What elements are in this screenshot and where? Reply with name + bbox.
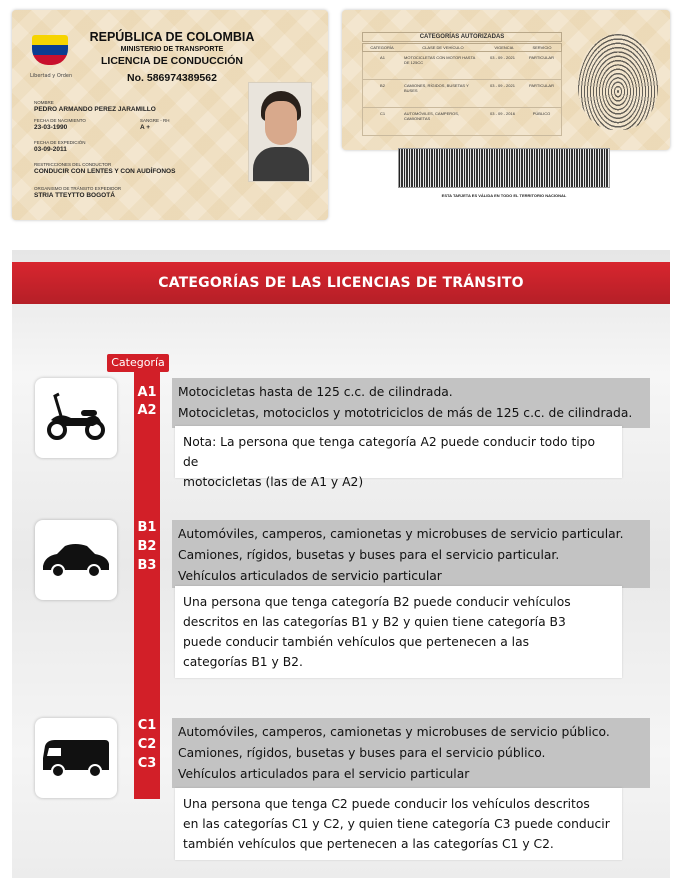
table-cell: PARTICULAR — [529, 55, 554, 60]
driver-name: PEDRO ARMANDO PEREZ JARAMILLO — [34, 106, 156, 113]
note-line: en las categorías C1 y C2, y quien tiene categoría C3 puede conducir — [183, 817, 610, 831]
table-cell: B2 — [380, 83, 385, 88]
categories-table-header — [362, 43, 562, 52]
name-label: NOMBRE — [34, 100, 54, 105]
category-description — [172, 718, 650, 788]
table-cell: AUTOMÓVILES, CAMPEROS, CAMIONETAS — [404, 111, 460, 121]
category-line: Camiones, rígidos, busetas y buses para el servicio particular. — [178, 548, 560, 562]
barcode-caption: ESTA TARJETA ES VÁLIDA EN TODO EL TERRITORIO NACIONAL — [441, 193, 567, 198]
category-code: A2 — [137, 403, 157, 418]
table-cell: CAMIONES, RÍGIDOS, BUSETAS Y BUSES — [404, 83, 469, 93]
category-line: Automóviles, camperos, camionetas y microbuses de servicio particular. — [178, 527, 624, 541]
table-row — [362, 108, 562, 136]
category-line: Motocicletas, motociclos y mototriciclos de más de 125 c.c. de cilindrada. — [178, 406, 633, 420]
note-line: descritos en las categorías B1 y B2 y quien tiene categoría B3 — [183, 615, 566, 629]
column-header: VIGENCIA — [494, 45, 514, 50]
category-tab: Categoría — [107, 354, 169, 372]
category-note — [175, 788, 622, 860]
category-code: B2 — [137, 539, 157, 554]
agency: STRIA TTEYTTO BOGOTÁ — [34, 192, 115, 199]
barcode — [398, 148, 610, 188]
note-line: Una persona que tenga categoría B2 puede conducir vehículos — [183, 595, 571, 609]
fingerprint-icon — [578, 34, 658, 130]
category-description — [172, 520, 650, 588]
van-icon — [35, 718, 117, 798]
categories-info-panel — [12, 250, 670, 878]
motorcycle-icon — [35, 378, 117, 458]
driver-photo — [248, 82, 312, 182]
note-line: categorías B1 y B2. — [183, 655, 303, 669]
category-code: C2 — [137, 737, 157, 752]
issue-date: 03-09-2011 — [34, 146, 67, 153]
category-note — [175, 426, 622, 489]
note-line: también vehículos que pertenecen a las categorías C1 y C2. — [183, 837, 554, 851]
issue-label: FECHA DE EXPEDICIÓN — [34, 140, 86, 145]
column-header: SERVICIO — [532, 45, 552, 50]
shield-caption: Libertad y Orden — [30, 73, 73, 79]
table-cell: 03 - 09 - 2021 — [490, 83, 515, 88]
table-cell: 03 - 09 - 2016 — [490, 111, 515, 116]
license-country: REPÚBLICA DE COLOMBIA — [89, 30, 255, 44]
birth-label: FECHA DE NACIMIENTO — [34, 118, 86, 123]
table-cell: PARTICULAR — [529, 83, 554, 88]
license-card-front — [12, 10, 328, 220]
category-code: B3 — [137, 558, 157, 573]
restrictions: CONDUCIR CON LENTES Y CON AUDÍFONOS — [34, 168, 176, 175]
table-cell: MOTOCICLETAS CON MOTOR HASTA DE 125CC — [404, 55, 476, 65]
car-icon — [35, 520, 117, 600]
blood-type: A + — [140, 124, 151, 131]
note-line: motocicletas (las de A1 y A2) — [183, 475, 364, 489]
category-line: Motocicletas hasta de 125 c.c. de cilindrada. — [178, 385, 453, 399]
column-header: CATEGORÍA — [370, 45, 394, 50]
license-doc-type: LICENCIA DE CONDUCCIÓN — [101, 55, 243, 67]
colombia-shield-icon — [32, 35, 68, 65]
column-header: CLASE DE VEHÍCULO — [422, 45, 464, 50]
category-line: Automóviles, camperos, camionetas y microbuses de servicio público. — [178, 725, 610, 739]
license-ministry: MINISTERIO DE TRANSPORTE — [120, 46, 224, 53]
table-row — [362, 52, 562, 80]
table-cell: 03 - 09 - 2021 — [490, 55, 515, 60]
category-code: C1 — [137, 718, 157, 733]
birth-date: 23-03-1990 — [34, 124, 68, 131]
category-description — [172, 378, 650, 428]
license-number: No. 586974389562 — [127, 72, 217, 84]
category-line: Vehículos articulados para el servicio particular — [178, 767, 470, 781]
note-line: puede conducir también vehículos que pertenecen a las — [183, 635, 530, 649]
section-banner: CATEGORÍAS DE LAS LICENCIAS DE TRÁNSITO — [12, 262, 670, 304]
table-cell: C1 — [379, 111, 386, 116]
note-line: Nota: La persona que tenga categoría A2 puede conducir todo tipo de — [183, 435, 596, 469]
categories-table-title: CATEGORÍAS AUTORIZADAS — [362, 32, 562, 42]
category-note — [175, 586, 622, 678]
table-row — [362, 80, 562, 108]
category-code: A1 — [137, 385, 157, 400]
category-code: B1 — [137, 520, 157, 535]
category-line: Vehículos articulados de servicio particular — [178, 569, 442, 583]
category-line: Camiones, rígidos, busetas y buses para el servicio público. — [178, 746, 546, 760]
note-line: Una persona que tenga C2 puede conducir los vehículos descritos — [183, 797, 590, 811]
table-cell: A1 — [380, 55, 385, 60]
restrictions-label: RESTRICCIONES DEL CONDUCTOR — [34, 162, 112, 167]
blood-label: SANGRE - RH — [140, 118, 170, 123]
license-card-back — [342, 10, 670, 150]
category-code: C3 — [137, 756, 157, 771]
table-cell: PÚBLICO — [532, 111, 551, 116]
agency-label: ORGANISMO DE TRÁNSITO EXPEDIDOR — [34, 186, 122, 191]
category-bar — [134, 372, 160, 799]
